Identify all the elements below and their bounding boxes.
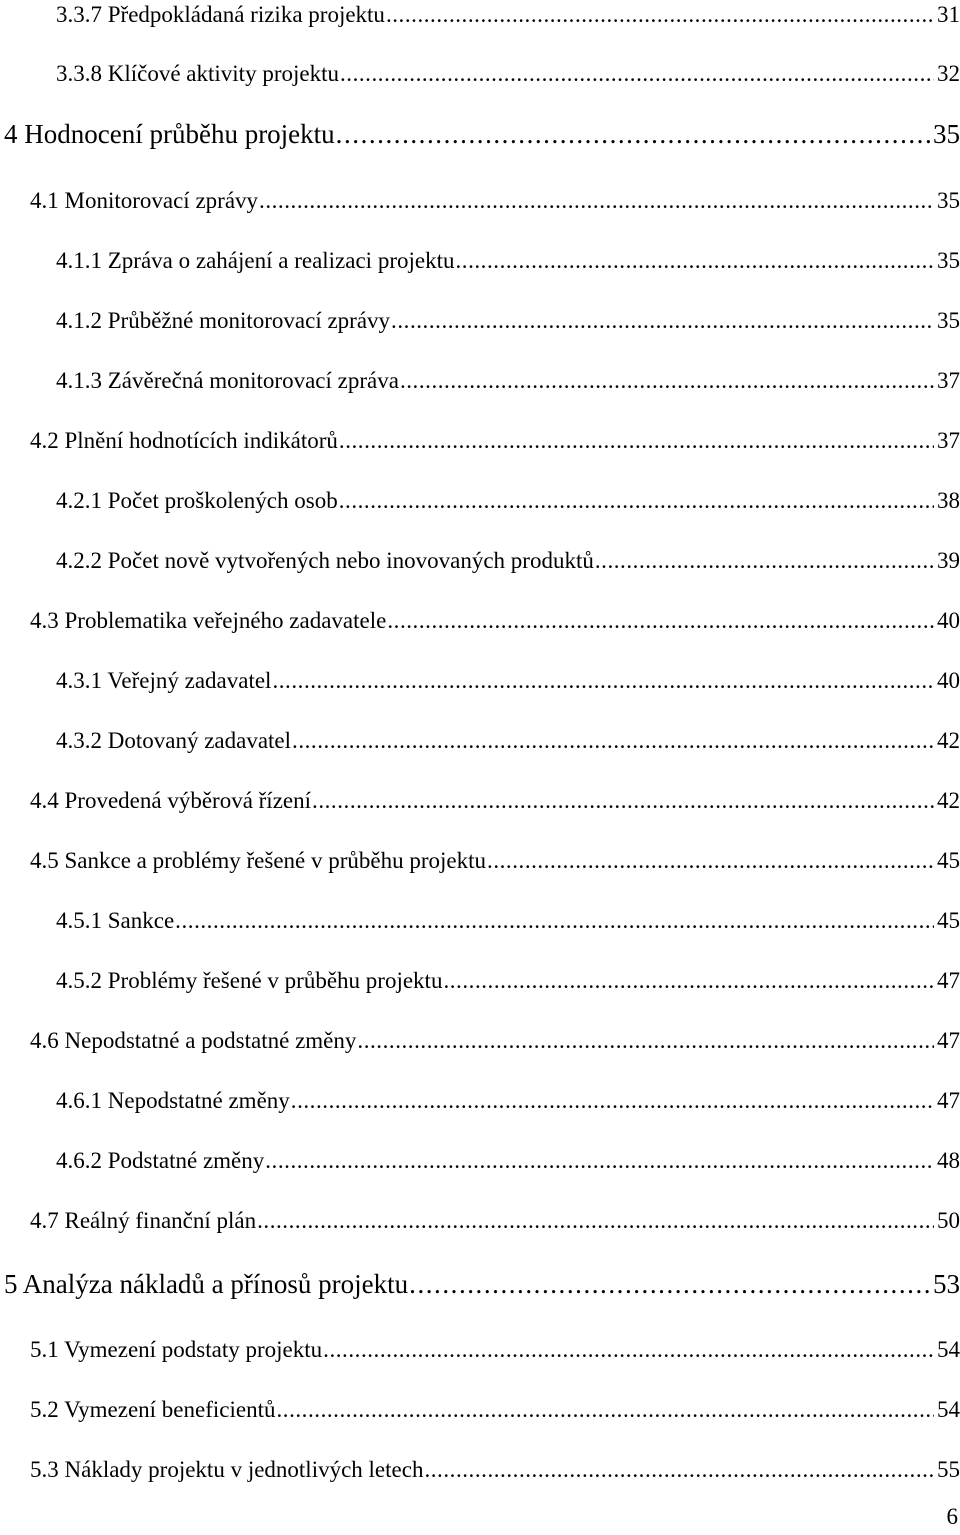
- toc-entry[interactable]: [30, 786, 960, 816]
- toc-entry-title: 5 Analýza nákladů a přínosů projektu: [4, 1269, 409, 1299]
- toc-entry-page: 40: [937, 608, 960, 633]
- toc-dot-leader: [487, 846, 934, 876]
- toc-entry-page: 31: [937, 2, 960, 27]
- toc-dot-leader: [357, 1026, 934, 1056]
- toc-entry-title: 4.5 Sankce a problémy řešené v průběhu projektu: [30, 848, 487, 873]
- toc-dot-leader: [387, 606, 934, 636]
- toc-entry[interactable]: [30, 606, 960, 636]
- toc-entry[interactable]: [56, 726, 960, 756]
- toc-entry[interactable]: [56, 246, 960, 276]
- toc-entry[interactable]: [56, 366, 960, 396]
- toc-entry[interactable]: [56, 966, 960, 996]
- toc-entry-page: 35: [937, 248, 960, 273]
- toc-dot-leader: [291, 1086, 934, 1116]
- toc-entry-page: 35: [937, 188, 960, 213]
- toc-entry[interactable]: [30, 426, 960, 456]
- toc-entry[interactable]: [56, 546, 960, 576]
- toc-dot-leader: [391, 306, 934, 336]
- toc-dot-leader: [409, 1267, 930, 1301]
- toc-entry-page: 54: [937, 1337, 960, 1362]
- toc-entry-page: 48: [937, 1148, 960, 1173]
- toc-entry-title: 4.4 Provedená výběrová řízení: [30, 788, 312, 813]
- page-number: 6: [946, 1504, 958, 1529]
- toc-dot-leader: [292, 726, 934, 756]
- toc-dot-leader: [276, 1395, 934, 1425]
- toc-dot-leader: [259, 186, 934, 216]
- toc-dot-leader: [257, 1206, 934, 1236]
- toc-dot-leader: [175, 906, 934, 936]
- toc-entry-page: 54: [937, 1397, 960, 1422]
- toc-dot-leader: [386, 0, 934, 30]
- toc-entry-title: 4.2 Plnění hodnotících indikátorů: [30, 428, 338, 453]
- toc-entry-title: 4.1.2 Průběžné monitorovací zprávy: [56, 308, 391, 333]
- toc-entry-title: 4 Hodnocení průběhu projektu: [4, 119, 335, 149]
- toc-entry-title: 4.5.1 Sankce: [56, 908, 175, 933]
- toc-entry[interactable]: [30, 1335, 960, 1365]
- toc-entry-page: 42: [937, 728, 960, 753]
- toc-dot-leader: [312, 786, 934, 816]
- toc-entry-page: 47: [937, 1028, 960, 1053]
- toc-entry[interactable]: [30, 186, 960, 216]
- toc-entry[interactable]: [30, 1206, 960, 1236]
- toc-dot-leader: [272, 666, 934, 696]
- toc-entry-page: 37: [937, 368, 960, 393]
- toc-entry-title: 4.3.1 Veřejný zadavatel: [56, 668, 272, 693]
- toc-entry-title: 5.2 Vymezení beneficientů: [30, 1397, 276, 1422]
- toc-entry-title: 4.6.1 Nepodstatné změny: [56, 1088, 290, 1113]
- toc-entry[interactable]: [30, 1395, 960, 1425]
- toc-entry-page: 53: [933, 1269, 960, 1299]
- toc-entry-page: 42: [937, 788, 960, 813]
- toc-dot-leader: [339, 426, 934, 456]
- toc-entry-title: 4.1.3 Závěrečná monitorovací zpráva: [56, 368, 399, 393]
- toc-entry[interactable]: [4, 1267, 960, 1301]
- toc-entry[interactable]: [56, 306, 960, 336]
- toc-dot-leader: [443, 966, 934, 996]
- toc-entry-title: 4.1 Monitorovací zprávy: [30, 188, 259, 213]
- toc-entry[interactable]: [30, 846, 960, 876]
- toc-entry[interactable]: [56, 906, 960, 936]
- toc-entry-page: 45: [937, 908, 960, 933]
- toc-entry-page: 50: [937, 1208, 960, 1233]
- toc-dot-leader: [323, 1335, 934, 1365]
- toc-entry[interactable]: [30, 1026, 960, 1056]
- toc-entry[interactable]: [56, 0, 960, 30]
- toc-entry-title: 4.2.2 Počet nově vytvořených nebo inovovaných produktů: [56, 548, 594, 573]
- toc-entry-title: 3.3.8 Klíčové aktivity projektu: [56, 61, 339, 86]
- toc-entry[interactable]: [56, 1086, 960, 1116]
- toc-entry-title: 5.1 Vymezení podstaty projektu: [30, 1337, 323, 1362]
- toc-entry-title: 4.3 Problematika veřejného zadavatele: [30, 608, 387, 633]
- toc-entry-title: 4.3.2 Dotovaný zadavatel: [56, 728, 292, 753]
- toc-entry[interactable]: [56, 59, 960, 89]
- toc-entry-title: 3.3.7 Předpokládaná rizika projektu: [56, 2, 385, 27]
- toc-entry-page: 35: [933, 119, 960, 149]
- toc-entry-page: 38: [937, 488, 960, 513]
- toc-entry[interactable]: [56, 666, 960, 696]
- toc-entry[interactable]: [56, 486, 960, 516]
- toc-entry-page: 45: [937, 848, 960, 873]
- toc-entry-page: 32: [937, 61, 960, 86]
- toc-entry-title: 4.2.1 Počet proškolených osob: [56, 488, 338, 513]
- toc-entry-page: 55: [937, 1457, 960, 1482]
- toc-entry-title: 5.3 Náklady projektu v jednotlivých letech: [30, 1457, 424, 1482]
- toc-entry-title: 4.6 Nepodstatné a podstatné změny: [30, 1028, 357, 1053]
- toc-entry[interactable]: [56, 1146, 960, 1176]
- toc-entry-page: 35: [937, 308, 960, 333]
- toc-entry-title: 4.7 Reálný finanční plán: [30, 1208, 257, 1233]
- toc-dot-leader: [336, 117, 930, 151]
- toc-dot-leader: [340, 59, 934, 89]
- toc-dot-leader: [265, 1146, 934, 1176]
- toc-dot-leader: [400, 366, 934, 396]
- toc-dot-leader: [595, 546, 934, 576]
- toc-dot-leader: [455, 246, 934, 276]
- toc-entry[interactable]: [30, 1455, 960, 1485]
- toc-entry-title: 4.1.1 Zpráva o zahájení a realizaci projektu: [56, 248, 455, 273]
- toc-entry-title: 4.5.2 Problémy řešené v průběhu projektu: [56, 968, 443, 993]
- toc-entry-page: 47: [937, 1088, 960, 1113]
- toc-entry[interactable]: [4, 117, 960, 151]
- toc-dot-leader: [424, 1455, 934, 1485]
- toc-entry-title: 4.6.2 Podstatné změny: [56, 1148, 265, 1173]
- toc-entry-page: 47: [937, 968, 960, 993]
- toc-dot-leader: [339, 486, 934, 516]
- toc-entry-page: 37: [937, 428, 960, 453]
- toc-entry-page: 40: [937, 668, 960, 693]
- toc-entry-page: 39: [937, 548, 960, 573]
